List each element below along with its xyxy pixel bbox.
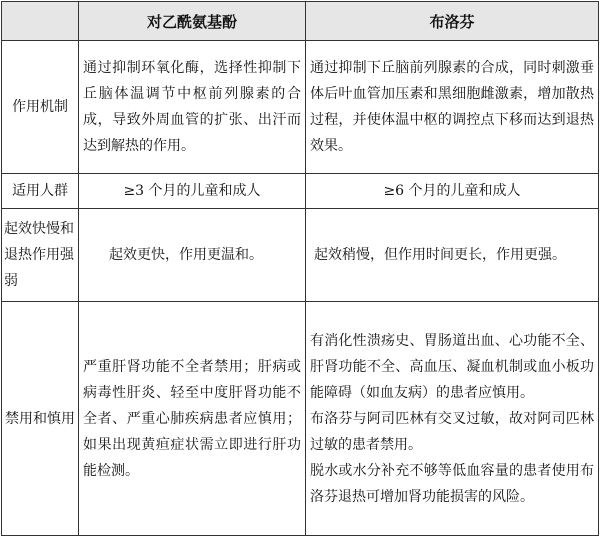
comparison-table xyxy=(1,1,599,536)
row-label: 起效快慢和退热作用强弱 xyxy=(2,209,79,302)
ibuprofen-paragraph: 有消化性溃疡史、胃肠道出血、心功能不全、肝肾功能不全、高血压、凝血机制或血小板功能障碍（如血友病）的患者应慎用。 xyxy=(310,332,594,401)
ibuprofen-paragraph: ≥6 个月的儿童和成人 xyxy=(383,183,521,199)
acetaminophen-cell: 通过抑制环氧化酶，选择性抑制下丘脑体温调节中枢前列腺素的合成，导致外周血管的扩张、出汗而达到解热的作用。 xyxy=(79,41,306,174)
table-row xyxy=(2,302,599,536)
header-ibuprofen: 布洛芬 xyxy=(306,2,599,41)
row-label: 禁用和慎用 xyxy=(2,302,79,536)
ibuprofen-paragraph: 脱水或水分补充不够等低血容量的患者使用布洛芬退热可增加肾功能损害的风险。 xyxy=(310,462,594,505)
ibuprofen-cell xyxy=(306,174,599,209)
acetaminophen-cell: 起效更快，作用更温和。 xyxy=(79,209,306,302)
ibuprofen-paragraph: 起效稍慢，但作用时间更长，作用更强。 xyxy=(314,247,566,263)
header-row xyxy=(2,2,599,41)
ibuprofen-cell xyxy=(306,41,599,174)
ibuprofen-cell xyxy=(306,302,599,536)
table-row xyxy=(2,209,599,302)
ibuprofen-cell xyxy=(306,209,599,302)
row-label: 作用机制 xyxy=(2,41,79,174)
row-label: 适用人群 xyxy=(2,174,79,209)
header-acetaminophen: 对乙酰氨基酚 xyxy=(79,2,306,41)
acetaminophen-cell: 严重肝肾功能不全者禁用；肝病或病毒性肝炎、轻至中度肝肾功能不全者、严重心肺疾病患者应慎用；如果出现黄疸症状需立即进行肝功能检测。 xyxy=(79,302,306,536)
table-row xyxy=(2,174,599,209)
header-empty xyxy=(2,2,79,41)
table-row xyxy=(2,41,599,174)
ibuprofen-paragraph: 通过抑制下丘脑前列腺素的合成，同时刺激垂体后叶血管加压素和黑细胞雌激素，增加散热过程，并使体温中枢的调控点下移而达到退热效果。 xyxy=(310,60,594,154)
acetaminophen-cell: ≥3 个月的儿童和成人 xyxy=(79,174,306,209)
ibuprofen-paragraph: 布洛芬与阿司匹林有交叉过敏，故对阿司匹林过敏的患者禁用。 xyxy=(310,410,594,453)
